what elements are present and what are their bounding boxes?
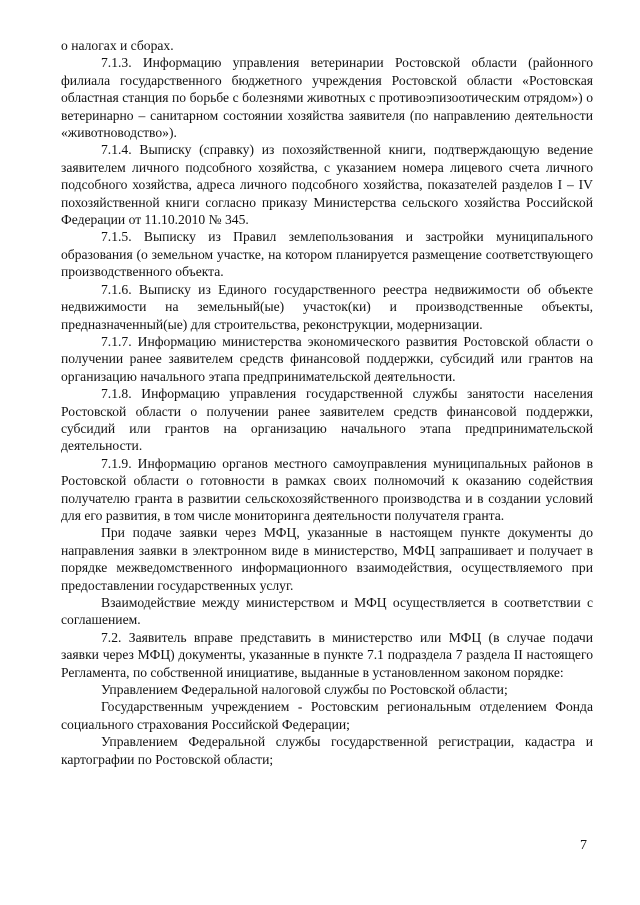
paragraph-7-1-6: 7.1.6. Выписку из Единого государственного реестра недвижимости об объекте недвижимости на земельный(ые) участок(ки) и производственные объекты, предназначенный(ые) для строительства, реконструкции, модернизации. [61, 281, 593, 332]
paragraph-7-1-8: 7.1.8. Информацию управления государственной службы занятости населения Ростовской области о получении ранее заявителем средств финансовой поддержки, субсидий или грантов на организацию начального этапа предпринимательской деятельности. [61, 386, 593, 454]
paragraph-7-1-5: 7.1.5. Выписку из Правил землепользования и застройки муниципального образования (о земельном участке, на котором планируется размещение соответствующего производственного объекта. [61, 229, 593, 280]
paragraph-continuation: о налогах и сборах. [61, 38, 174, 53]
paragraph-mfc-request: При подаче заявки через МФЦ, указанные в настоящем пункте документы до направления заявки в электронном виде в министерство, МФЦ запрашивает и получает в порядке межведомственного информационного взаимодействия, осуществляемого при предоставлении государственных услуг. [61, 525, 593, 593]
paragraph-7-1-7: 7.1.7. Информацию министерства экономического развития Ростовской области о получении ранее заявителем средств финансовой поддержки, субсидий или грантов на организацию начального этапа предпринимательской деятельности. [61, 333, 593, 384]
paragraph-rosreestr: Управлением Федеральной службы государственной регистрации, кадастра и картографии по Ростовской области; [61, 734, 593, 767]
paragraph-7-2: 7.2. Заявитель вправе представить в министерство или МФЦ (в случае подачи заявки через МФЦ) документы, указанные в пункте 7.1 подраздела 7 раздела II настоящего Регламента, по собственной инициативе, выданные в установленном законом порядке: [61, 629, 593, 680]
page-number: 7 [580, 838, 587, 853]
document-body [61, 37, 593, 768]
paragraph-7-1-9: 7.1.9. Информацию органов местного самоуправления муниципальных районов в Ростовской области о готовности в рамках своих полномочий к оказанию содействия получателю гранта в развитии сельскохозяйственного производства и в создании условий для его развития, в том числе мониторинга деятельности получателя гранта. [61, 455, 593, 523]
paragraph-tax-service: Управлением Федеральной налоговой службы по Ростовской области; [101, 682, 508, 698]
paragraph-mfc-agreement: Взаимодействие между министерством и МФЦ осуществляется в соответствии с соглашением. [61, 595, 593, 628]
paragraph-7-1-3: 7.1.3. Информацию управления ветеринарии Ростовской области (районного филиала государственного бюджетного учреждения Ростовской области «Ростовская областная станция по борьбе с болезнями животных с противоэпизоотическим отрядом») о ветеринарно – санитарном состоянии хозяйства заявителя (по направлению деятельности «животноводство»). [61, 55, 593, 141]
paragraph-7-1-4: 7.1.4. Выписку (справку) из похозяйственной книги, подтверждающую ведение заявителем личного подсобного хозяйства, с указанием номера лицевого счета личного подсобного хозяйства, адреса личного подсобного хозяйства, показателей разделов I – IV похозяйственной книги согласно приказу Министерства сельского хозяйства Российской Федерации от 11.10.2010 № 345. [61, 142, 593, 228]
paragraph-social-insurance: Государственным учреждением - Ростовским региональным отделением Фонда социального страхования Российской Федерации; [61, 699, 593, 732]
